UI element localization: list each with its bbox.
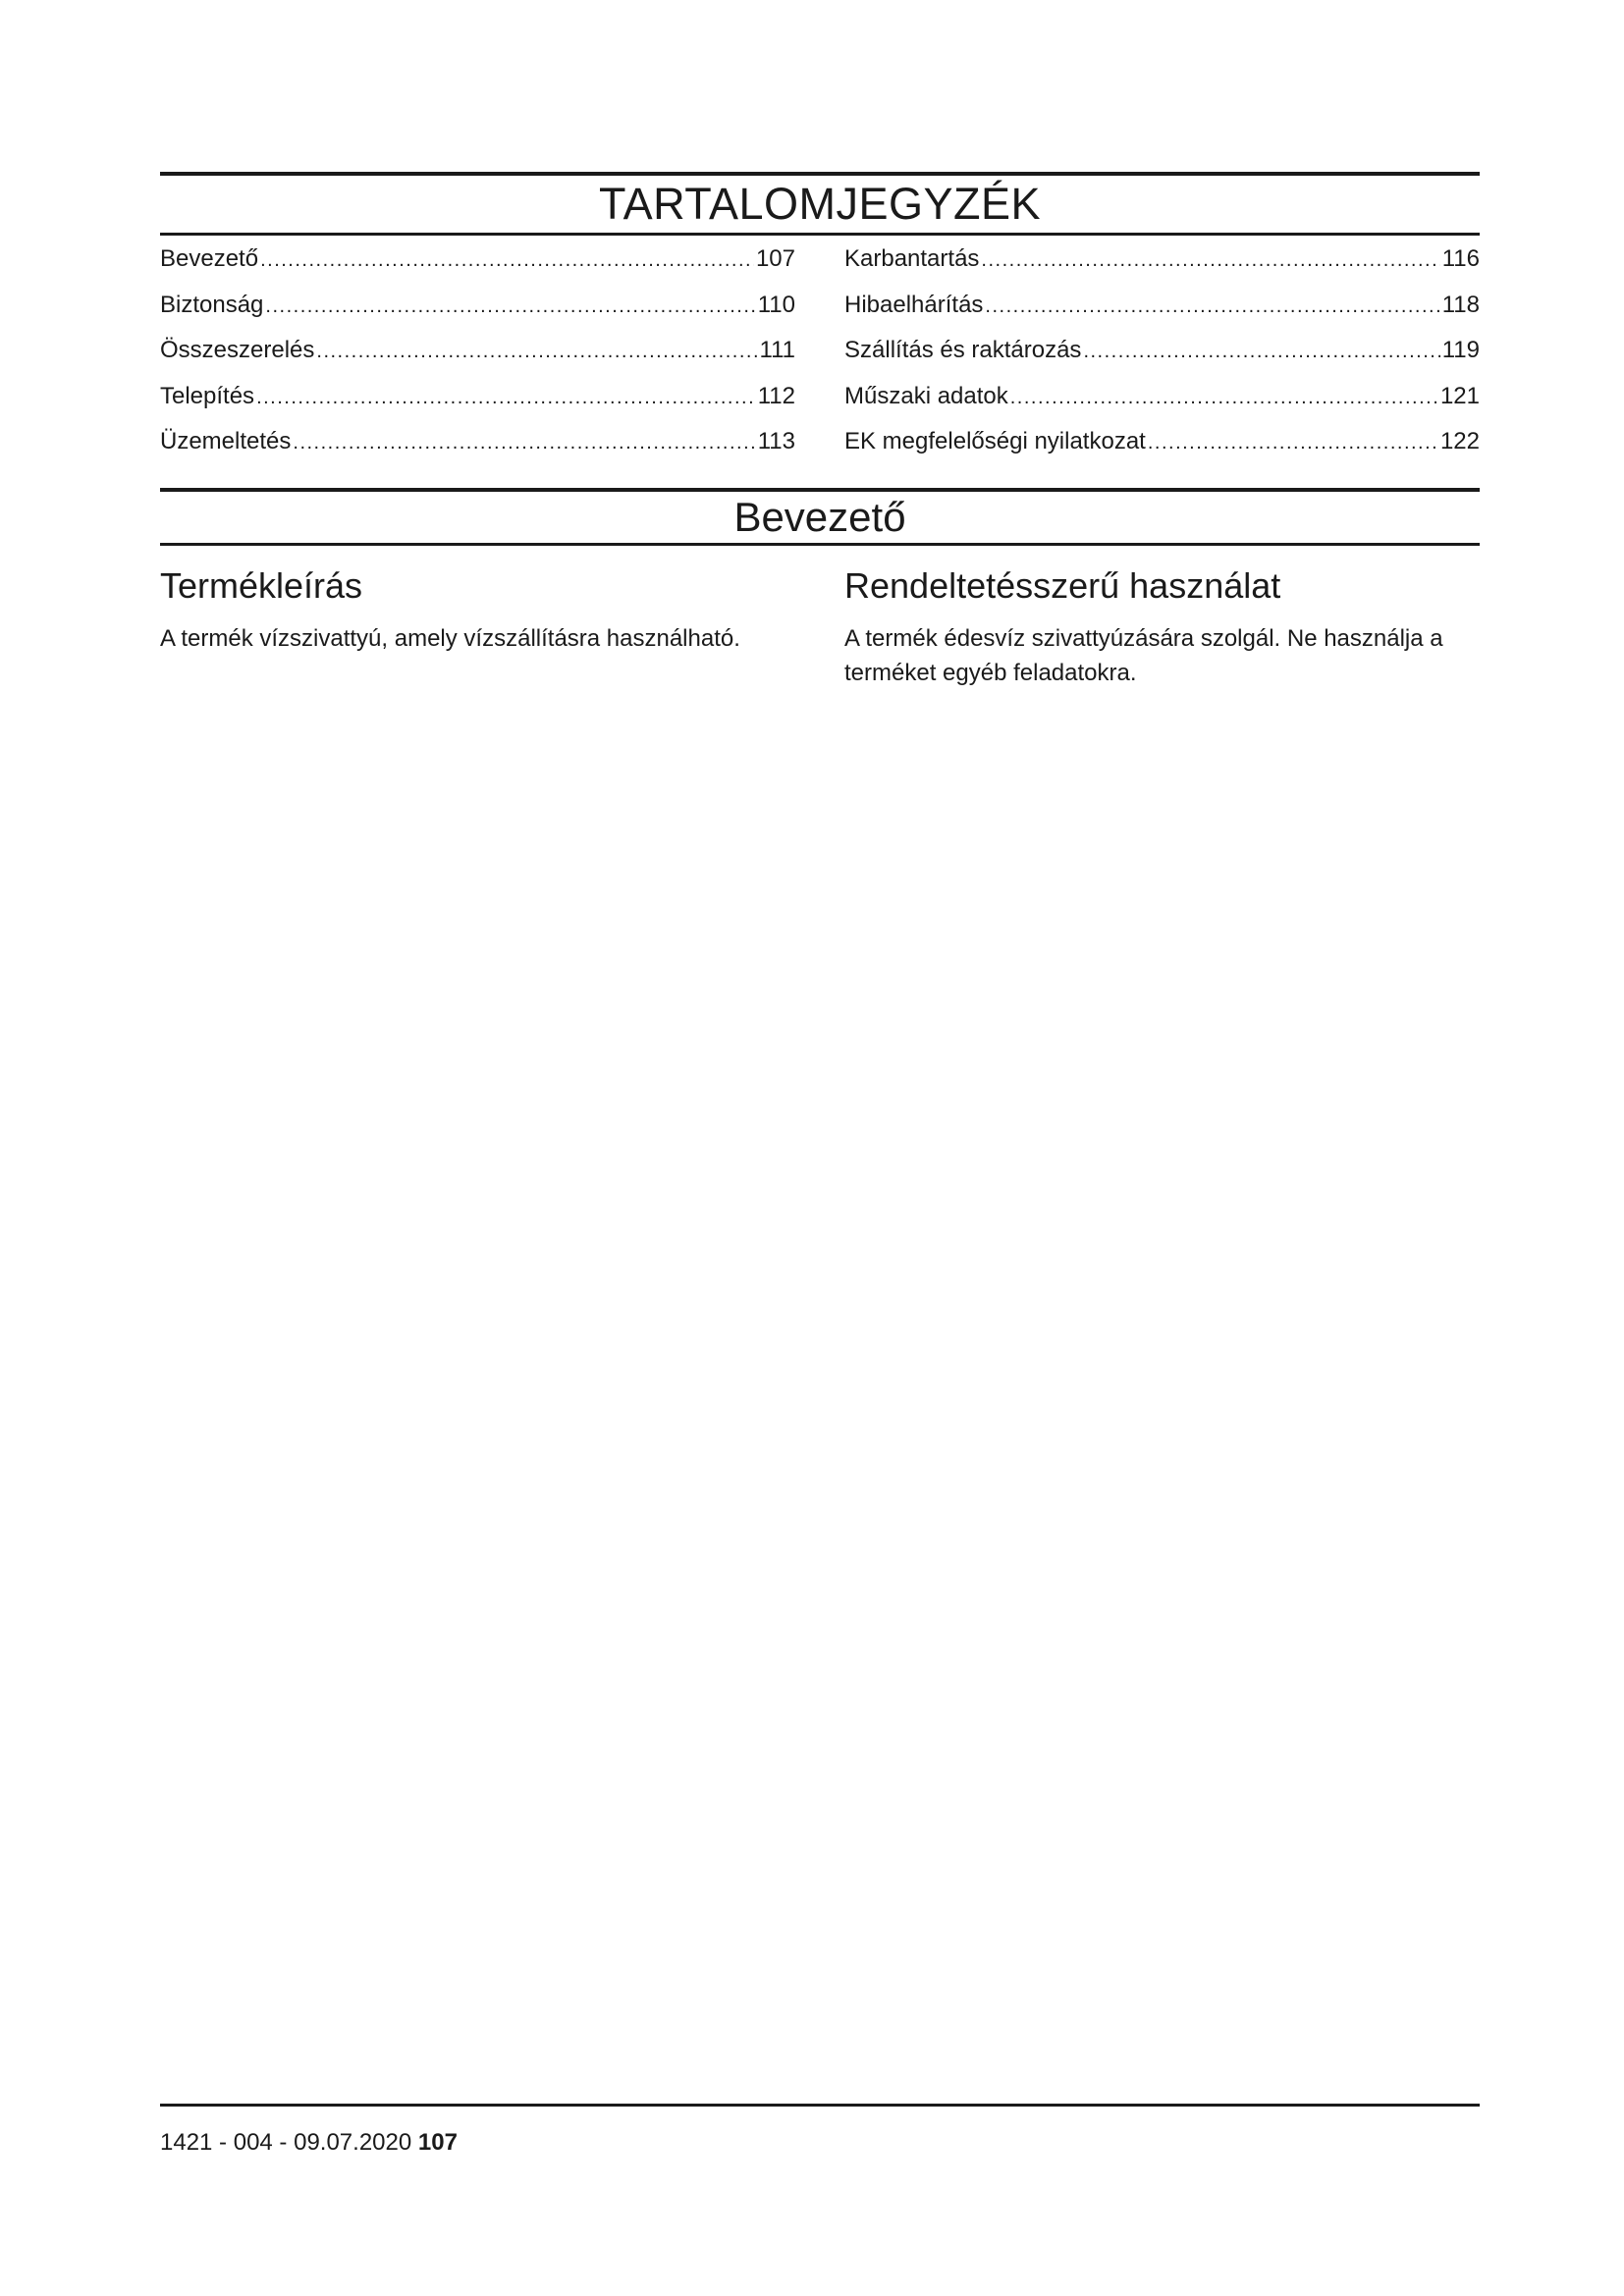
toc-entry-label: Hibaelhárítás xyxy=(844,291,984,318)
toc-entry-label: Telepítés xyxy=(160,382,255,409)
toc-leader-dots xyxy=(1148,426,1438,459)
toc-leader-dots xyxy=(265,290,755,323)
toc-entry[interactable] xyxy=(160,425,795,471)
toc-entry-label: Szállítás és raktározás xyxy=(844,337,1082,363)
toc-leader-dots xyxy=(985,290,1439,323)
toc-leader-dots xyxy=(981,243,1439,277)
toc-entry[interactable] xyxy=(160,289,795,335)
page-footer xyxy=(160,2128,458,2158)
toc-entry-page: 116 xyxy=(1441,245,1480,272)
toc-entry-label: Bevezető xyxy=(160,245,259,272)
toc-entry-label: Összeszerelés xyxy=(160,337,315,363)
toc-entry-page: 111 xyxy=(759,337,795,363)
section-title-underline xyxy=(160,543,1480,546)
toc-leader-dots xyxy=(316,335,757,368)
toc-leader-dots xyxy=(260,243,754,277)
toc-entry[interactable] xyxy=(160,242,795,289)
section-title: Bevezető xyxy=(733,494,906,540)
footer-page-number: 107 xyxy=(417,2129,458,2156)
toc-entry-label: Üzemeltetés xyxy=(160,428,292,454)
toc-entry[interactable] xyxy=(160,380,795,426)
toc-entry[interactable] xyxy=(844,242,1480,289)
toc-entry-label: Biztonság xyxy=(160,291,264,318)
toc-leader-dots xyxy=(256,381,756,414)
toc-entry[interactable] xyxy=(844,425,1480,471)
footer-rule xyxy=(160,2104,1480,2107)
toc-entry-page: 110 xyxy=(757,291,795,318)
product-description-text: A termék vízszivattyú, amely vízszállításra használható. xyxy=(160,625,740,652)
product-description-heading: Termékleírás xyxy=(160,565,363,606)
toc-entry-page: 118 xyxy=(1441,291,1480,318)
toc-left-column xyxy=(160,242,795,471)
toc-entry-label: EK megfelelőségi nyilatkozat xyxy=(844,428,1146,454)
toc-entry-label: Műszaki adatok xyxy=(844,382,1008,409)
toc-right-column xyxy=(844,242,1480,471)
intended-use-heading: Rendeltetésszerű használat xyxy=(844,565,1281,606)
toc-entry-page: 113 xyxy=(757,428,795,454)
toc-leader-dots xyxy=(1010,381,1438,414)
toc-entry-page: 121 xyxy=(1439,382,1480,409)
toc-entry-page: 122 xyxy=(1439,428,1480,454)
toc-entry[interactable] xyxy=(844,380,1480,426)
toc-entry-page: 119 xyxy=(1441,337,1480,363)
toc-leader-dots xyxy=(1083,335,1439,368)
intended-use-block xyxy=(844,562,1492,690)
product-description-block xyxy=(160,562,808,656)
toc-entry[interactable] xyxy=(844,334,1480,380)
toc-title: TARTALOMJEGYZÉK xyxy=(598,179,1042,229)
footer-doc-ref: 1421 - 004 - 09.07.2020 xyxy=(160,2129,412,2156)
toc-entry-page: 112 xyxy=(757,382,795,409)
toc-entry[interactable] xyxy=(844,289,1480,335)
toc-entry-label: Karbantartás xyxy=(844,245,980,272)
toc-entry-page: 107 xyxy=(755,245,795,272)
intended-use-text: A termék édesvíz szivattyúzására szolgál. Ne használja a terméket egyéb feladatokra. xyxy=(844,625,1443,686)
toc-top-rule xyxy=(160,172,1480,176)
toc-leader-dots xyxy=(293,426,755,459)
toc-entry[interactable] xyxy=(160,334,795,380)
section-top-rule xyxy=(160,488,1480,492)
toc-title-underline xyxy=(160,233,1480,236)
